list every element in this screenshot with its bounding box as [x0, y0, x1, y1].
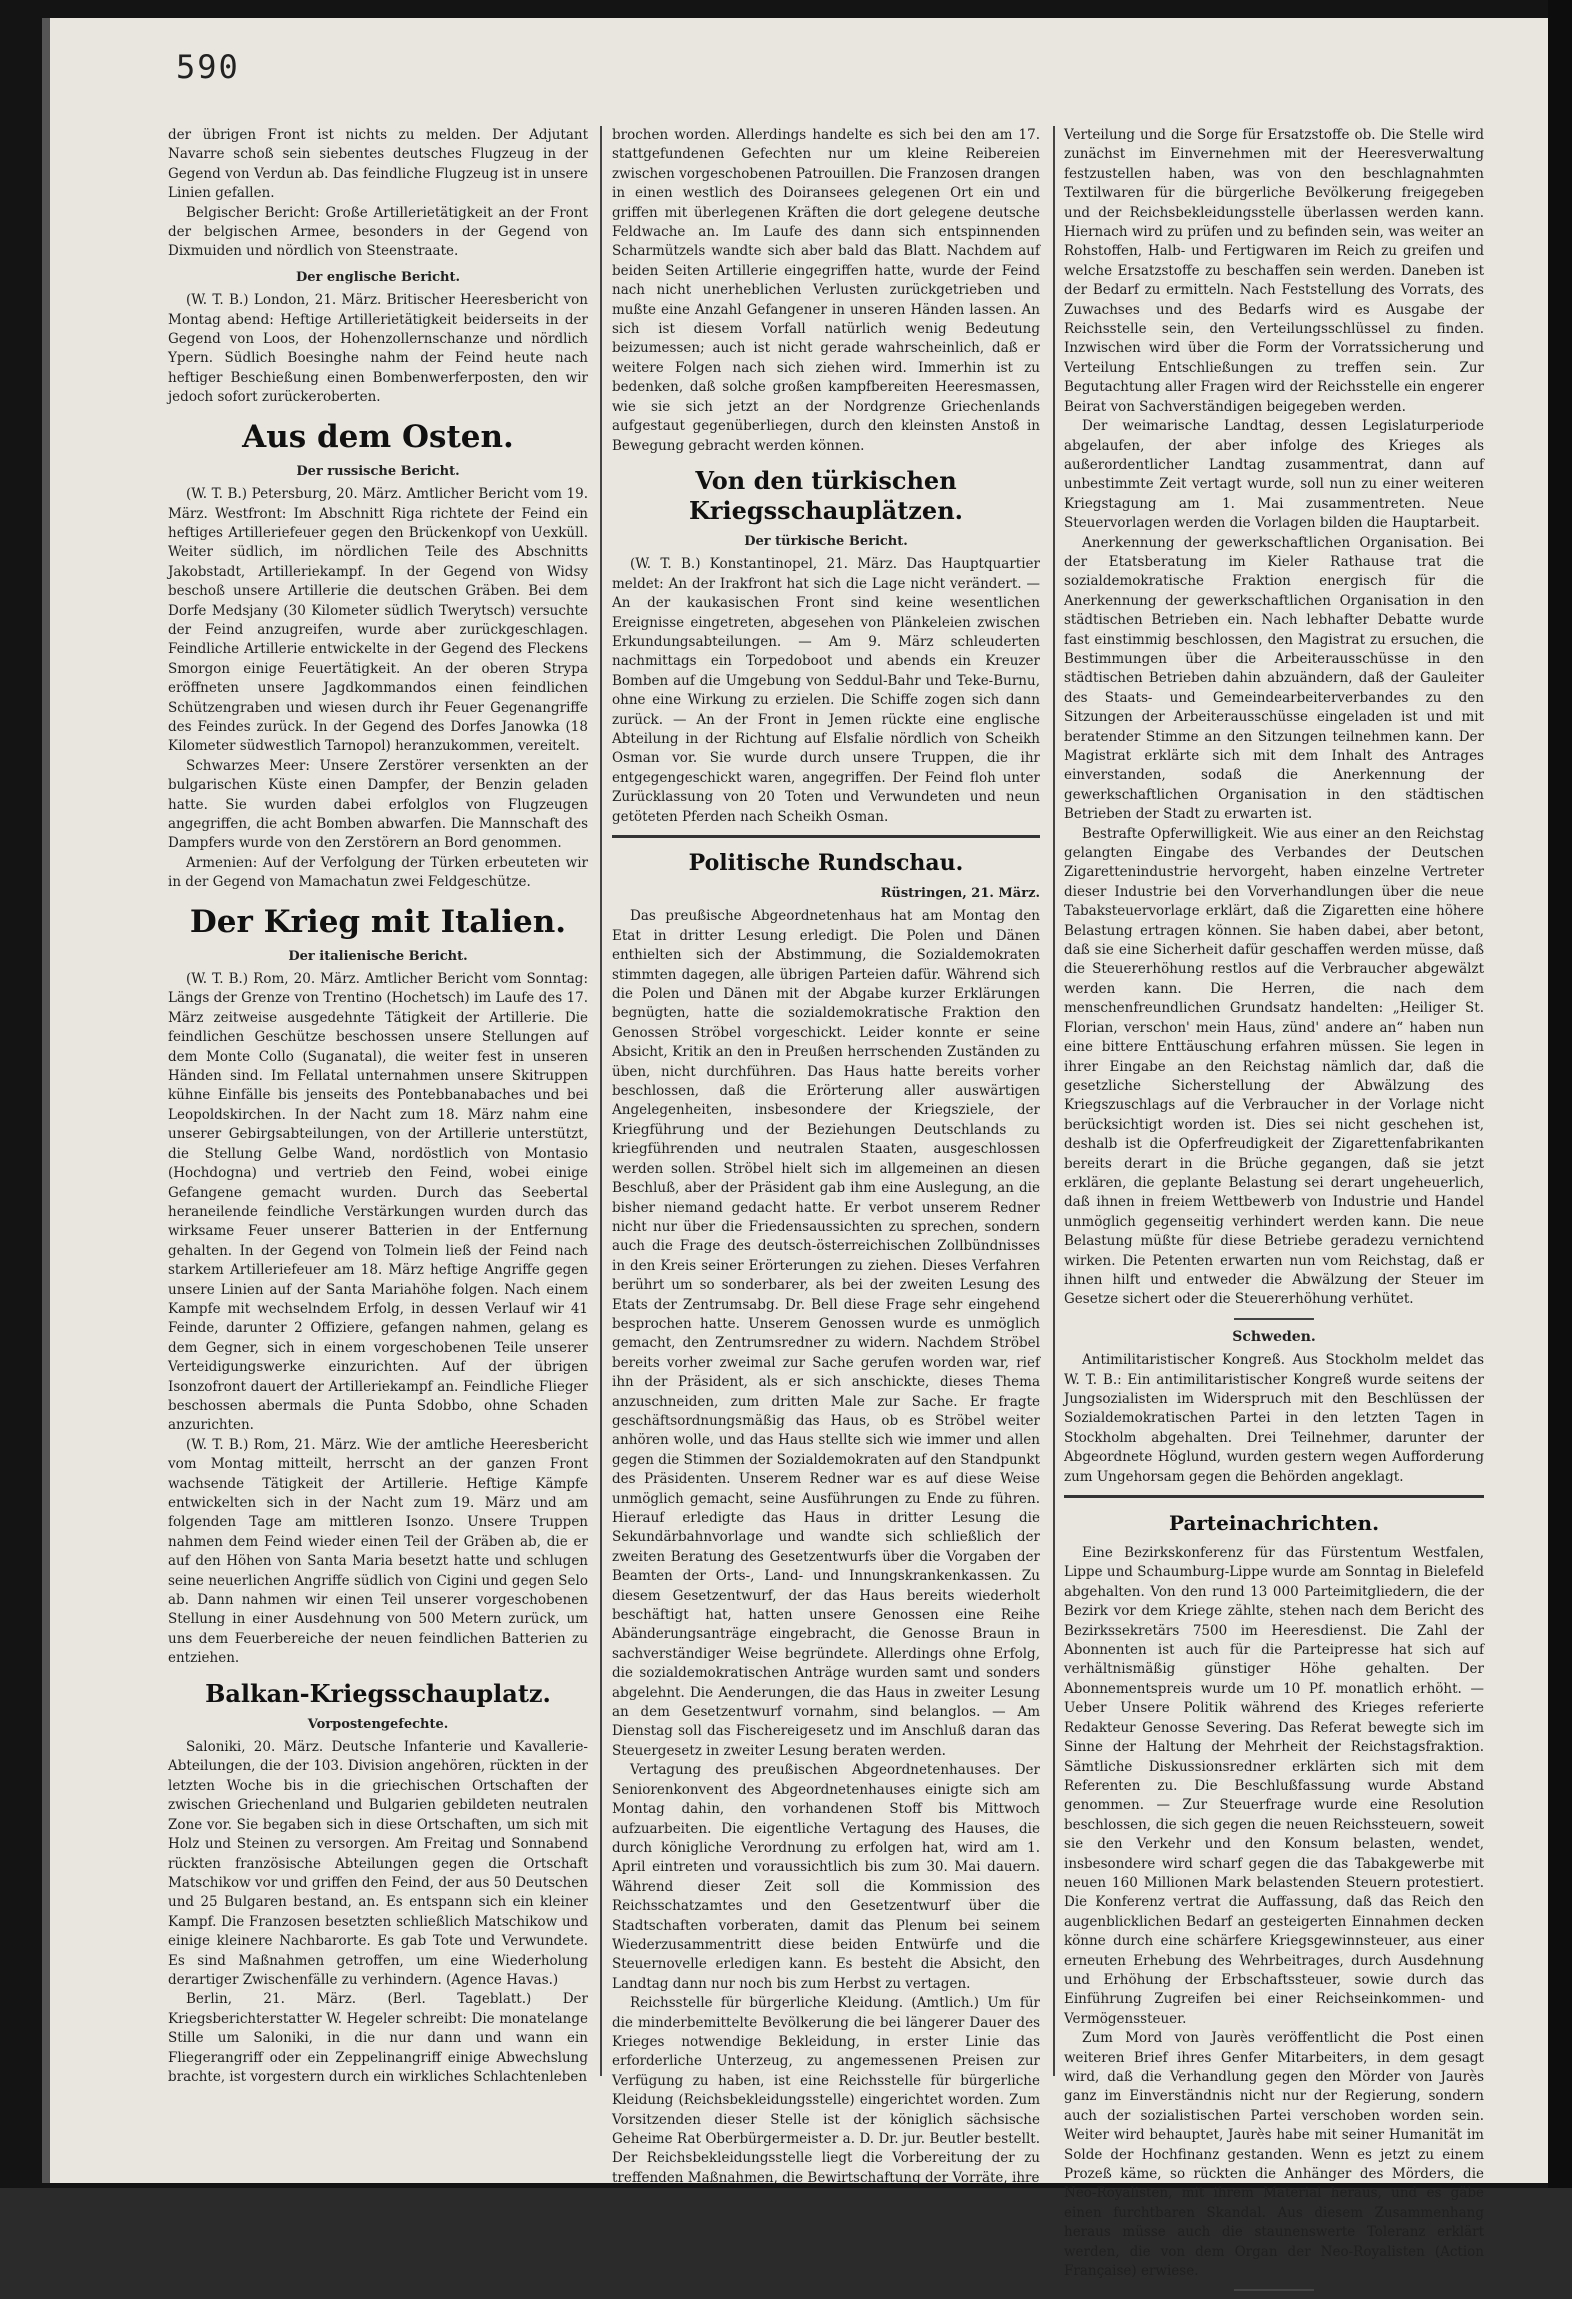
section-heading: Politische Rundschau.: [688, 850, 964, 876]
article-text: Eine Bezirkskonferenz für das Fürstentum Westfalen, Lippe und Schaumburg-Lippe wurde am Sonntag in Bielefeld abgehalten. Von den rund 13 000 Parteimitgliedern, die der Bezirk vor dem Kriege zählte, stehen nach dem Bericht des Bezirkssekretärs 7500 im Heeresdienst. Die Zahl der Abonnenten ist auch für die Parteipresse hat sich auf verhältnismäßig günstiger Höhe gehalten. Der Abonnementspreis wurde um 10 Pf. monatlich erhöht. — Ueber Unsere Politik während des Krieges referierte Redakteur Genosse Severing. Das Referat bewegte sich im Sinne der Haltung der Mehrheit der Reichstagsfraktion. Sämtliche Diskussionsredner erklärten sich mit dem Referenten zu. Die Beschlußfassung wurde Abstand genommen. — Zur Steuerfrage wurde eine Resolution beschlossen, die sich gegen die neuen Reichssteuern, soweit sie den Verkehr und den Konsum belasten, wendet, insbesondere wird scharf gegen die das Tabakgewerbe mit neuen 160 Millionen Mark belastenden Steuern protestiert. Die Konferenz vertrat die Auffassung, daß das Reich den augenblicklichen Bedarf an gesteigerten Einnahmen decken könne durch eine schärfere Kriegsgewinnsteuer, aus einer erneuten Erhebung des Wehrbeitrages, durch Ausdehnung und Erhöhung der Erbschaftssteuer, sowie durch das Einführung Zugreifen bei einer Reichseinkommen- und Vermögenssteuer.: [1064, 1545, 1484, 2027]
article-text: (W. T. B.) Rom, 20. März. Amtlicher Bericht vom Sonntag: Längs der Grenze von Trentino (Hochetsch) im Laufe des 17. März zeitweise ausgedehnte Tätigkeit der Artillerie. Die feindlichen Geschütze beschossen unsere Stellungen auf dem Monte Collo (Suganatal), die weiter fest in unseren Händen sind. Im Fellatal unternahmen unsere Skitruppen kühne Einfälle bis jenseits des Pontebbanabaches und bei Leopoldskirchen. In der Nacht zum 18. März nahm eine unserer Gebirgsabteilungen, von der Artillerie unterstützt, die Stellung Gelbe Wand, nordöstlich von Montasio (Hochdogna) und vertrieb den Feind, wobei einige Gefangene gemacht wurden. Durch das Seebertal heraneilende feindliche Verstärkungen wurden durch das wirksame Feuer unserer Batterien in der Entfernung gehalten. In der Gegend von Tolmein ließ der Feind nach starkem Artilleriefeuer am 18. März heftige Angriffe gegen unsere Linien auf der Santa Mariahöhe folgen. Nach einem Kampfe mit wechselndem Erfolg, in dessen Verlauf wir 41 Feinde, darunter 2 Offiziere, gefangen nahmen, gelang es dem Gegner, sich in einem vorgeschobenen Teile unserer Verteidigungswerke einzurichten. Auf der übrigen Isonzofront dauert der Artilleriekampf an. Feindliche Flieger beschossen abermals die Punta Sdobbo, ohne Schaden anzurichten.: [168, 971, 588, 1434]
column-divider: [1053, 126, 1055, 2076]
article-text: Berlin, 21. März. (Berl. Tageblatt.) Der Kriegsberichterstatter W. Hegeler schreibt: Die monatelange Stille um Saloniki, in die nur dann und wann ein Fliegerangriff oder ein Zeppelinangriff einige Abwechslung brachte, ist vorgestern durch ein wirkliches Schlachtenleben: [168, 1991, 588, 2085]
column-3: [1064, 126, 1484, 2299]
section-subheading: Der italienische Bericht.: [288, 948, 468, 964]
scan-edge: [1548, 0, 1572, 2188]
article-text: Belgischer Bericht: Große Artillerietätigkeit an der Front der belgischen Armee, besonders in der Gegend von Dixmuiden und nördlich von Steenstraate.: [168, 204, 588, 260]
article-text: Anerkennung der gewerkschaftlichen Organisation. Bei der Etatsberatung im Kieler Rathause trat die sozialdemokratische Fraktion energisch für die Anerkennung der gewerkschaftlichen Organisation in den städtischen Betrieben ein. Nach lebhafter Debatte wurde fast einstimmig beschlossen, den Magistrat zu ersuchen, die Bestimmungen über die Arbeiterausschüsse in den städtischen Betrieben dahin abzuändern, daß der Gauleiter des Staats- und Gemeindearbeiterverbandes zu den Sitzungen der Arbeiterausschüsse eingeladen ist und mit beratender Stimme an den Sitzungen teilnehmen kann. Der Magistrat erklärte sich mit dem Inhalt des Antrages einverstanden, sodaß die Anerkennung der gewerkschaftlichen Organisation in den städtischen Betrieben der Stadt zu erwarten ist.: [1064, 534, 1484, 823]
article-text: Bestrafte Opferwilligkeit. Wie aus einer an den Reichstag gelangten Eingabe des Verbandes der Deutschen Zigarettenindustrie hervorgeht, haben einzelne Vertreter dieser Industrie bei den Vorverhandlungen über die neue Tabaksteuervorlage erklärt, daß die Zigaretten eine höhere Belastung ertragen können. Sie haben dabei, aber betont, daß sie eine Sicherheit dafür geschaffen werden müsse, daß die Steuererhöhung restlos auf die Verbraucher abgewälzt werden kann. Die Herren, die nach dem menschenfreundlichen Grundsatz handelten: „Heiliger St. Florian, verschon' mein Haus, zünd' andere an“ haben nun eine bittere Enttäuschung erfahren müssen. Sie legen in ihrer Eingabe an den Reichstag nämlich dar, daß die gesetzliche Sicherstellung der Abwälzung des Kriegszuschlags auf die Verbraucher in der Vorlage nicht berücksichtigt worden ist. Dies sei nicht geschehen ist, deshalb ist die Opferfreudigkeit der Zigarettenfabrikanten bereits derart in die Brüche gegangen, daß sie jetzt erklären, die geplante Belastung sei derart ungeheuerlich, daß ihnen in freiem Wettbewerb von Industrie und Handel unmöglich gegenseitig verhindert werden kann. Die neue Belastung müßte für diese Betriebe geradezu vernichtend wirken. Die Petenten erwarten nun vom Reichstag, daß er ihnen hilft und entweder die Abwälzung der Steuer im Gesetze sichert oder die Steuererhöhung verhütet.: [1064, 825, 1484, 1308]
page-number: 590: [176, 48, 240, 86]
column-2: [612, 126, 1040, 2188]
article-text: der übrigen Front ist nichts zu melden. Der Adjutant Navarre schoß sein siebentes deutsches Flugzeug in der Gegend von Verdun ab. Das feindliche Flugzeug ist in unsere Linien gefallen.: [168, 127, 588, 202]
section-heading: Von den türkischen Kriegsschauplätzen.: [689, 465, 963, 525]
section-rule: [1064, 1495, 1484, 1498]
article-text: Saloniki, 20. März. Deutsche Infanterie und Kavallerie-Abteilungen, die der 103. Division angehören, rückten in der letzten Woche bis in die griechischen Ortschaften der zwischen Griechenland und Bulgarien gebildeten neutralen Zone vor. Sie begaben sich in diese Ortschaften, um sich mit Holz und Steinen zu versorgen. Am Freitag und Sonnabend rückten französische Abteilungen gegen die Ortschaft Matschikow vor und griffen den Feind, der aus 50 Deutschen und 25 Bulgaren bestand, an. Es entspann sich ein kleiner Kampf. Die Franzosen besetzten schließlich Matschikow und einige kleinere Nachbarorte. Es gab Tote und Verwundete. Es sind Maßnahmen getroffen, um eine Wiederholung derartiger Zwischenfälle zu verhindern. (Agence Havas.): [168, 1739, 588, 1988]
article-text: Verteilung und die Sorge für Ersatzstoffe ob. Die Stelle wird zunächst im Einvernehmen mit der Heeresverwaltung festzustellen haben, was von den beschlagnahmten Textilwaren für die bürgerliche Bevölkerung freigegeben und der Reichsbekleidungsstelle überlassen werden kann. Hiernach wird zu prüfen und zu befinden sein, was weiter an Rohstoffen, Halb- und Fertigwaren im Reich zu greifen und welche Ersatzstoffe zu beschaffen sein werden. Daneben ist der Bedarf zu ermitteln. Nach Feststellung des Vorrats, des Zuwachses und des Bedarfs wird es Ausgabe der Reichsstelle sein, den Verteilungsschlüssel zu finden. Inzwischen wird über die Form der Vorratssicherung und Verteilung Entschließungen zu treffen sein. Zur Begutachtung aller Fragen wird der Reichsstelle ein engerer Beirat von Sachverständigen beigegeben werden.: [1064, 127, 1484, 415]
article-text: brochen worden. Allerdings handelte es sich bei den am 17. stattgefundenen Gefechten nur um kleine Reibereien zwischen vorgeschobenen Patrouillen. Die Franzosen drangen in einen westlich des Doiransees gelegenen Ort ein und griffen mit überlegenen Kräften die dort gelegene deutsche Feldwache an. Im Laufe des dann sich entspinnenden Scharmützels wandte sich aber bald das Blatt. Nachdem auf beiden Seiten Artillerie eingegriffen hatte, wurde der Feind nach nicht unerheblichen Verlusten zurückgetrieben und mußte eine Anzahl Gefangener in unseren Händen lassen. An sich ist diesem Vorfall natürlich wenig Bedeutung beizumessen; auch ist nicht gerade wahrscheinlich, daß er weitere Folgen nach sich ziehen wird. Immerhin ist zu bedenken, daß solche großen kampfbereiten Heeresmassen, wie sie sich jetzt an der Nordgrenze Griechenlands aufgestaut gegenüberliegen, durch den kleinsten Anstoß in Bewegung gebracht werden können.: [612, 127, 1040, 454]
article-text: (W. T. B.) London, 21. März. Britischer Heeresbericht von Montag abend: Heftige Artillerietätigkeit beiderseits in der Gegend von Loos, der Hohenzollernschanze und nördlich Ypern. Südlich Boesinghe nahm der Feind heute nach heftiger Beschießung einen Bombenwerferposten, den wir jedoch sofort zurückeroberten.: [168, 292, 588, 406]
section-heading: Parteinachrichten.: [1168, 1511, 1380, 1536]
dateline: Rüstringen, 21. März.: [880, 886, 1040, 901]
article-text: Reichsstelle für bürgerliche Kleidung. (Amtlich.) Um für die minderbemittelte Bevölkerung die bei längerer Dauer des Krieges notwendige Bekleidung, in erster Linie das erforderliche Unterzeug, zu angemessenen Preisen zur Verfügung zu haben, ist eine Reichsstelle für bürgerliche Kleidung (Reichsbekleidungsstelle) eingerichtet worden. Zum Vorsitzenden dieser Stelle ist der königlich sächsische Geheime Rat Oberbürgermeister a. D. Dr. jur. Beutler bestellt. Der Reichsbekleidungsstelle liegt die Vorbereitung der zu treffenden Maßnahmen, die Bewirtschaftung der Vorräte, ihre: [612, 1995, 1040, 2186]
article-text: Armenien: Auf der Verfolgung der Türken erbeuteten wir in der Gegend von Mamachatun zwei Feldgeschütze.: [168, 854, 588, 891]
article-text: Zum Mord von Jaurès veröffentlicht die Post einen weiteren Brief ihres Genfer Mitarbeiters, in dem gesagt wird, daß die Verhandlung gegen den Mörder von Jaurès ganz im Einverständnis nicht nur der Regierung, sondern auch der sozialistischen Partei verschoben worden sein. Weiter wird behauptet, Jaurès habe mit seiner Humanität im Solde der Hochfinanz gestanden. Wenn es jetzt zu einem Prozeß käme, so rückten die Anhänger des Mörders, die Neo-Royalisten, mit ihrem Material heraus, und es gäbe einen furchtbaren Skandal. Aus diesem Zusammenhang heraus müsse auch die staunenswerte Toleranz erklärt werden, die von dem Organ der Neo-Royalisten (Action Française) erwiese.: [1064, 2030, 1484, 2280]
section-heading: Der Krieg mit Italien.: [189, 903, 567, 940]
section-rule: [612, 835, 1040, 838]
section-rule: [1234, 2289, 1314, 2291]
column-1: [168, 126, 588, 2087]
section-subheading: Der türkische Bericht.: [744, 533, 908, 549]
section-rule: [1234, 1318, 1314, 1320]
section-subheading: Vorpostengefechte.: [307, 1716, 449, 1732]
section-subheading: Der englische Bericht.: [295, 269, 461, 285]
article-text: Der weimarische Landtag, dessen Legislaturperiode abgelaufen, der aber infolge des Krieges als außerordentlicher Landtag zusammentrat, dann auf unbestimmte Zeit vertagt wurde, soll nun zu einer weiteren Kriegstagung am 1. Mai zusammentreten. Neue Steuervorlagen werden die Vorlagen bilden die Hauptarbeit.: [1064, 418, 1484, 532]
section-subheading: Der russische Bericht.: [296, 463, 460, 479]
column-divider: [600, 126, 602, 2076]
article-text: Das preußische Abgeordnetenhaus hat am Montag den Etat in dritter Lesung erledigt. Die Polen und Dänen enthielten sich der Abstimmung, die Sozialdemokraten stimmten dagegen, alle übrigen Parteien dafür. Während sich die Polen und Dänen mit der Abgabe kurzer Erklärungen begnügten, hatte die sozialdemokratische Fraktion den Genossen Ströbel vorgeschickt. Leider konnte er seine Absicht, Kritik an den in Preußen herrschenden Zuständen zu üben, nicht durchführen. Das Haus hatte bereits vorher beschlossen, daß die Erörterung aller auswärtigen Angelegenheiten, insbesondere der Kriegsziele, der Kriegführung und der Beziehungen Deutschlands zu kriegführenden und neutralen Staaten, ausgeschlossen werden sollen. Ströbel hielt sich im allgemeinen an diesen Beschluß, aber der Präsident gab ihm eine Auslegung, an die bisher niemand gedacht hatte. Er verbot unserem Redner nicht nur über die Friedensaussichten zu sprechen, sondern auch die Frage des deutsch-österreichischen Zollbündnisses in den Kreis seiner Erörterungen zu ziehen. Dieses Verfahren berührt um so sonderbarer, als bei der zweiten Lesung des Etats der Zentrumsabg. Dr. Bell diese Frage sehr eingehend besprochen hatte. Unserem Genossen wurde es unmöglich gemacht, den Zentrumsredner zu widern. Nachdem Ströbel bereits vorher zweimal zur Sache gerufen worden war, rief ihn der Präsident, als er sich anschickte, dieses Thema anzuschneiden, zum dritten Male zur Sache. Er fragte geschäftsordnungsmäßig das Haus, ob es Ströbel weiter anhören wolle, und das Haus stellte sich wie immer und allen gegen die Stimmen der Sozialdemokraten auf den Standpunkt des Präsidenten. Unserem Redner war es auf diese Weise unmöglich gemacht, seine Ausführungen zu Ende zu führen. Hierauf erledigte das Haus in dritter Lesung die Sekundärbahnvorlage und wandte sich schließlich der zweiten Beratung des Gesetzentwurfs über die Vorgaben der Beamten der Orts-, Land- und Innungskrankenkassen. Zu diesem Gesetzentwurf, der das Haus bereits wiederholt beschäftigt hat, hatten unsere Genossen eine Reihe Abänderungsanträge eingebracht, die Genosse Braun in sachverständiger Weise begründete. Allerdings ohne Erfolg, die sozialdemokratischen Anträge wurden samt und sonders abgelehnt. Die Aenderungen, die das Haus in zweiter Lesung an dem Gesetzentwurf vornahm, sind belanglos. — Am Dienstag soll das Fischereigesetz und im Anschluß daran das Steuergesetz in zweiter Lesung beraten werden.: [612, 908, 1040, 1759]
article-text: Antimilitaristischer Kongreß. Aus Stockholm meldet das W. T. B.: Ein antimilitaristischer Kongreß wurde seitens der Jungsozialisten im Widerspruch mit den Beschlüssen der Sozialdemokratischen Partei in den letzten Tagen in Stockholm abgehalten. Drei Teilnehmer, darunter der Abgeordnete Höglund, wurden gestern wegen Aufforderung zum Ungehorsam gegen die Behörden angeklagt.: [1064, 1352, 1484, 1485]
article-text: (W. T. B.) Petersburg, 20. März. Amtlicher Bericht vom 19. März. Westfront: Im Abschnitt Riga richtete der Feind ein heftiges Artilleriefeuer gegen den Brückenkopf von Uexküll. Weiter südlich, im nördlichen Teile des Abschnitts Jakobstadt, Artilleriekampf. In der Gegend von Widsy beschoß unsere Artillerie die deutschen Gräben. Bei dem Dorfe Medsjany (30 Kilometer südlich Twerytsch) versuchte der Feind anzugreifen, wurde aber zurückgeschlagen. Feindliche Artillerie entwickelte in der Gegend des Fleckens Smorgon einige Feuertätigkeit. An der oberen Strypa eröffneten unsere Jagdkommandos einen feindlichen Schützengraben und wiesen durch ihr Feuer Gegenangriffe des Feindes zurück. In der Gegend des Dorfes Janowka (18 Kilometer südwestlich Tarnopol) heranzukommen, vereitelt.: [168, 486, 588, 755]
section-subheading: Schweden.: [1232, 1328, 1316, 1345]
section-heading: Aus dem Osten.: [242, 418, 514, 455]
article-text: (W. T. B.) Rom, 21. März. Wie der amtliche Heeresbericht vom Montag mitteilt, herrscht an der ganzen Front wachsende Tätigkeit der Artillerie. Heftige Kämpfe entwickelten sich in der Nacht zum 19. März und am folgenden Tage am mittleren Isonzo. Unsere Truppen nahmen dem Feind wieder einen Teil der Gräben ab, die er auf den Höhen von Santa Maria besetzt hatte und schlugen seine neuerlichen Angriffe südlich von Cigini und gegen Selo ab. Dann nahmen wir einen Teil unserer vorgeschobenen Stellung in einer Ausdehnung von 500 Metern zurück, um uns dem Feuerbereiche der neuen feindlichen Batterien zu entziehen.: [168, 1436, 588, 1667]
article-text: Schwarzes Meer: Unsere Zerstörer versenkten an der bulgarischen Küste einen Dampfer, der Benzin geladen hatte. Sie wurden dabei erfolglos von Flugzeugen angegriffen, die acht Bomben abwarfen. Die Mannschaft des Dampfers wurde von den Zerstörern an Bord genommen.: [168, 757, 588, 852]
section-heading: Balkan-Kriegsschauplatz.: [205, 1678, 551, 1708]
article-text: Vertagung des preußischen Abgeordnetenhauses. Der Seniorenkonvent des Abgeordnetenhauses einigte sich am Montag dahin, den vorhandenen Stoff bis Mittwoch aufzuarbeiten. Die eigentliche Vertagung des Hauses, die durch königliche Verordnung zu erfolgen hat, wird am 1. April eintreten und voraussichtlich bis zum 30. Mai dauern. Während dieser Zeit soll die Kommission des Reichsschatzamtes und den Gesetzentwurf über die Stadtschaften vorberaten, damit das Plenum bei seinem Wiederzusammentritt diese beiden Entwürfe und die Steuernovelle erledigen kann. Es besteht die Absicht, den Landtag dann nur noch bis zum Herbst zu vertagen.: [612, 1762, 1040, 1992]
article-text: (W. T. B.) Konstantinopel, 21. März. Das Hauptquartier meldet: An der Irakfront hat sich die Lage nicht verändert. — An der kaukasischen Front sind keine wesentlichen Ereignisse eingetreten, abgesehen von Plänkeleien zwischen Erkundungsabteilungen. — Am 9. März schleuderten nachmittags ein Torpedoboot und abends ein Kreuzer Bomben auf die Umgebung von Seddul-Bahr und Teke-Burnu, ohne eine Wirkung zu erzielen. Die Schiffe zogen sich dann zurück. — An der Front in Jemen rückte eine englische Abteilung in der Richtung auf Elsfalie nördlich von Scheikh Osman vor. Sie wurde durch unsere Truppen, die ihr entgegengeschickt waren, angegriffen. Der Feind floh unter Zurücklassung von 20 Toten und Verwundeten und neun getöteten Pferden nach Scheikh Osman.: [612, 556, 1040, 825]
